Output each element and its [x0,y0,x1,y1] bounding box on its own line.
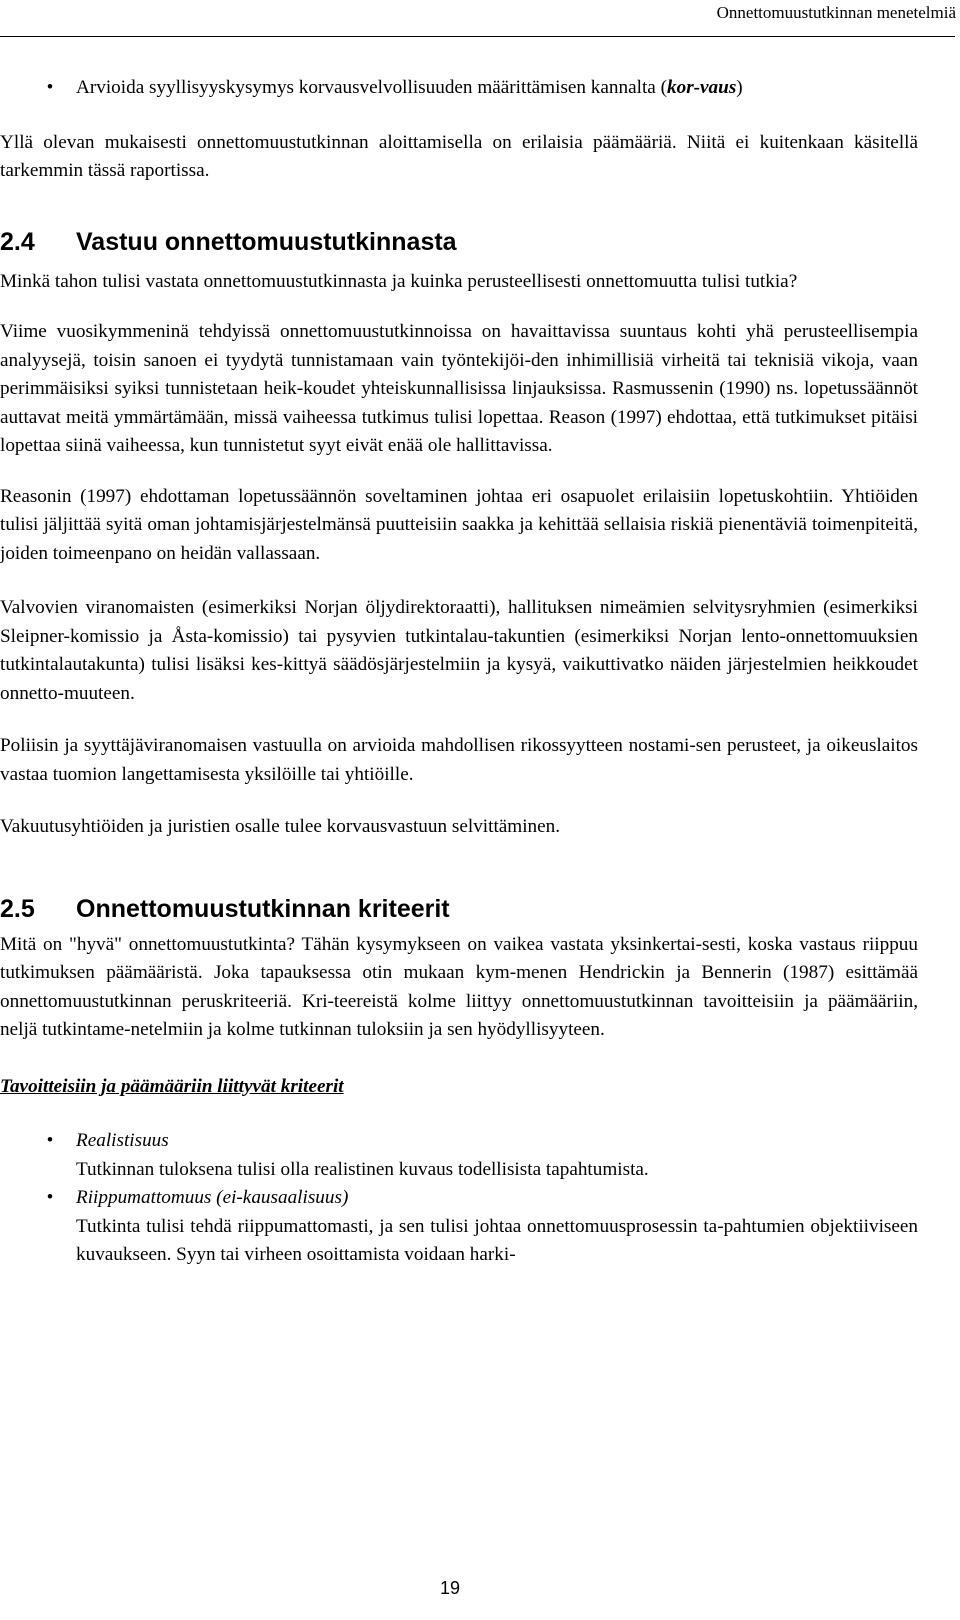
section-title: Vastuu onnettomuustutkinnasta [76,227,457,256]
criteria-item [0,1184,918,1270]
section-number: 2.4 [0,227,35,256]
bullet-icon: • [46,77,54,98]
bullet-text-end: ) [736,77,743,98]
criteria-term: Realistisuus [76,1130,169,1151]
criteria-subheading: Tavoitteisiin ja päämääriin liittyvät kriteerit [0,1075,344,1097]
section-number: 2.5 [0,894,35,923]
criteria-term: Riippumattomuus (ei-kausaalisuus) [76,1187,349,1208]
bullet-emphasis: kor-vaus [667,77,737,98]
section-heading-2-4 [0,225,918,259]
section-heading-2-5 [0,892,918,926]
paragraph-question: Minkä tahon tulisi vastata onnettomuustutkinnasta ja kuinka perusteellisesti onnettomuutta tulisi tutkia? [0,270,798,292]
running-header: Onnettomuustutkinnan menetelmiä [716,3,956,22]
paragraph-good-investigation: Mitä on "hyvä" onnettomuustutkinta? Tähän kysymykseen on vaikea vastata yksinkertai-sesti, koska vastaus riippuu tutkimuksen päämääristä. Joka tapauksessa otin mukaan kym-menen Hendrickin ja Bennerin (1987) esittämää onnettomuustutkinnan peruskriteeriä. Kri-teereistä kolme liittyy onnettomuustutkinnan tavoitteisiin ja päämääriin, neljä tutkintame-netelmiin ja kolme tutkinnan tuloksiin ja sen hyödyllisyyteen. [0,933,918,1040]
paragraph-police: Poliisin ja syyttäjäviranomaisen vastuulla on arvioida mahdollisen rikossyytteen nostami-sen perusteet, ja oikeuslaitos vastaa tuomion langettamisesta yksilöille tai yhtiöille. [0,735,918,785]
bullet-item [0,74,872,103]
page-number: 19 [439,1578,461,1598]
section-title: Onnettomuustutkinnan kriteerit [76,894,450,923]
bullet-icon: • [46,1187,54,1208]
paragraph-insurance: Vakuutusyhtiöiden ja juristien osalle tulee korvausvastuun selvittäminen. [0,816,561,837]
criteria-description: Tutkinnan tuloksena tulisi olla realistinen kuvaus todellisista tapahtumista. [76,1158,649,1180]
paragraph-decades: Viime vuosikymmeninä tehdyissä onnettomuustutkinnoissa on havaittavissa suuntaus kohti yhä perusteellisempia analyysejä, toisin sanoen ei tyydytä tunnistamaan vain työntekijöi-den inhimillisiä virheitä tai teknisiä vikoja, vaan perimmäisiksi syiksi tunnistetaan heik-koudet yhteiskunnallisissa linjauksissa. Rasmussenin (1990) ns. lopetussäännöt auttavat meitä ymmärtämään, missä vaiheessa tutkimus tulisi lopettaa. Reason (1997) ehdottaa, että tutkimukset pitäisi lopettaa siinä vaiheessa, kun tunnistetut syyt eivät enää ole hallittavissa. [0,321,918,456]
bullet-text: Arvioida syyllisyyskysymys korvausvelvollisuuden määrittämisen kannalta ( [76,77,667,98]
paragraph-authorities: Valvovien viranomaisten (esimerkiksi Norjan öljydirektoraatti), hallituksen nimeämien selvitysryhmien (esimerkiksi Sleipner-komissio ja Åsta-komissio) tai pysyvien tutkintalau-takuntien (esimerkiksi Norjan lento-onnettomuuksien tutkintalautakunta) tulisi lisäksi kes-kittyä säädösjärjestelmiin ja kysyä, vaikuttivatko näiden järjestelmien heikkoudet onnetto-muuteen. [0,597,918,704]
bullet-icon: • [46,1130,54,1151]
paragraph-reason: Reasonin (1997) ehdottaman lopetussäännön soveltaminen johtaa eri osapuolet erilaisiin lopetuskohtiin. Yhtiöiden tulisi jäljittää syitä oman johtamisjärjestelmänsä puutteisiin saakka ja kehittää sellaisia riskiä pienentäviä toimenpiteitä, joiden toimeenpano on heidän vallassaan. [0,485,918,564]
criteria-item [0,1127,918,1184]
criteria-description: Tutkinta tulisi tehdä riippumattomasti, ja sen tulisi johtaa onnettomuusprosessin ta-pahtumien objektiiviseen kuvaukseen. Syyn tai virheen osoittamista voidaan harki- [76,1215,918,1265]
header-rule [0,36,955,37]
paragraph-intro: Yllä olevan mukaisesti onnettomuustutkinnan aloittamisella on erilaisia päämääriä. Niitä ei kuitenkaan käsitellä tarkemmin tässä raportissa. [0,131,918,181]
page-content [0,74,918,1270]
